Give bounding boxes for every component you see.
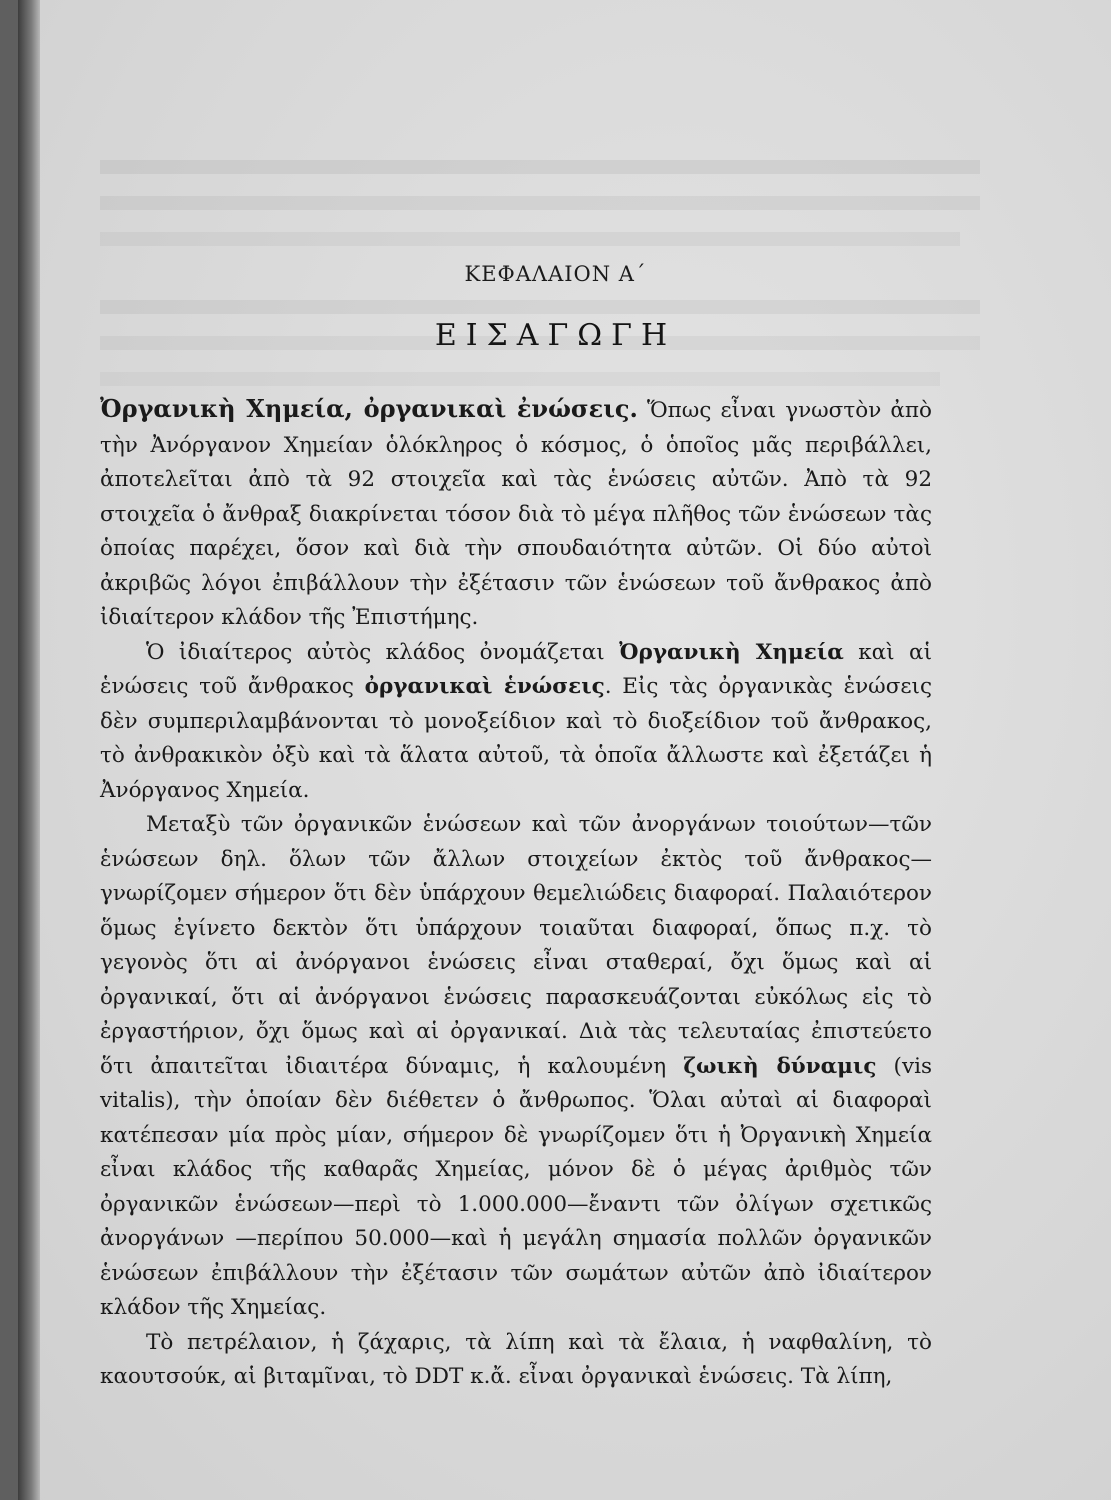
paragraph-2 (100, 636, 932, 809)
term-organic-compounds: ὀργανικαὶ ἑνώσεις (364, 674, 605, 699)
paragraph-2-text-b: καὶ αἱ ἑνώσεις τοῦ ἄνθρακος (100, 639, 932, 699)
term-organic-chemistry: Ὀργανικὴ Χημεία (619, 639, 844, 665)
page-spine-shadow (18, 0, 40, 1500)
paragraph-4-text: Τὸ πετρέλαιον, ἡ ζάχαρις, τὰ λίπη καὶ τὰ ἔλαια, ἡ ναφθαλίνη, τὸ καουτσούκ, αἱ βιταμῖναι, τὸ DDT κ.ἄ. εἶναι ὀργανικαὶ ἑνώσεις. Τὰ λίπη, (100, 1329, 932, 1389)
paragraph-3 (100, 808, 932, 1326)
paragraph-1-text: Ὅπως εἶναι γνωστὸν ἀπὸ τὴν Ἀνόργανον Χημείαν ὁλόκληρος ὁ κόσμος, ὁ ὁποῖος μᾶς περιβάλλει, ἀποτελεῖται ἀπὸ τὰ 92 στοιχεῖα καὶ τὰς ἑνώσεις αὐτῶν. Ἀπὸ τὰ 92 στοιχεῖα ὁ ἄνθραξ διακρίνεται τόσον διὰ τὸ μέγα πλῆθος τῶν ἑνώσεων τὰς ὁποίας παρέχει, ὅσον καὶ διὰ τὴν σπουδαιότητα αὐτῶν. Οἱ δύο αὐτοὶ ἀκριβῶς λόγοι ἐπιβάλλουν τὴν ἐξέτασιν τῶν ἑνώσεων τοῦ ἄνθρακος ἀπὸ ἰδιαίτερον κλάδον τῆς Ἐπιστήμης. (100, 398, 932, 630)
paragraph-2-text-c: . Εἰς τὰς ὀργανικὰς ἑνώσεις δὲν συμπεριλαμβάνονται τὸ μονοξείδιον καὶ τὸ διοξείδιον τοῦ ἄνθρακος, τὸ ἀνθρακικὸν ὀξὺ καὶ τὰ ἅλατα αὐτοῦ, τὰ ὁποῖα ἄλλωστε καὶ ἐξετάζει ἡ Ἀνόργανος Χημεία. (100, 674, 932, 803)
term-vital-force: ζωικὴ δύναμις (683, 1053, 877, 1079)
paragraph-1 (100, 392, 932, 636)
section-heading: Ὀργανικὴ Χημεία, ὀργανικαὶ ἐνώσεις. (100, 394, 638, 423)
paragraph-4 (100, 1326, 932, 1395)
chapter-label: ΚΕΦΑΛΑΙΟΝ Α΄ (464, 262, 647, 286)
body-text (100, 392, 932, 1395)
paragraph-3-text-b: (vis vitalis), τὴν ὁποίαν δὲν διέθετεν ὁ ἄνθρωπος. Ὅλαι αὐταὶ αἱ διαφοραὶ κατέπεσαν μία πρὸς μίαν, σήμερον δὲ γνωρίζομεν ὅτι ἡ Ὀργανικὴ Χημεία εἶναι κλάδος τῆς καθαρᾶς Χημείας, μόνον δὲ ὁ μέγας ἀριθμὸς τῶν ὀργανικῶν ἑνώσεων—περὶ τὸ 1.000.000—ἔναντι τῶν ὀλίγων σχετικῶς ἀνοργάνων —περίπου 50.000—καὶ ἡ μεγάλη σημασία πολλῶν ὀργανικῶν ἑνώσεων ἐπιβάλλουν τὴν ἐξέτασιν τῶν σωμάτων αὐτῶν ἀπὸ ἰδιαίτερον κλάδον τῆς Χημείας. (100, 1053, 932, 1320)
paragraph-3-text-a: Μεταξὺ τῶν ὀργανικῶν ἑνώσεων καὶ τῶν ἀνοργάνων τοιούτων—τῶν ἑνώσεων δηλ. ὅλων τῶν ἄλλων στοιχείων ἐκτὸς τοῦ ἄνθρακος—γνωρίζομεν σήμερον ὅτι δὲν ὑπάρχουν θεμελιώδεις διαφοραί. Παλαιότερον ὅμως ἐγίνετο δεκτὸν ὅτι ὑπάρχουν τοιαῦται διαφοραί, ὅπως π.χ. τὸ γεγονὸς ὅτι αἱ ἀνόργανοι ἑνώσεις εἶναι σταθεραί, ὄχι ὅμως καὶ αἱ ὀργανικαί, ὅτι αἱ ἀνόργανοι ἑνώσεις παρασκευάζονται εὐκόλως εἰς τὸ ἐργαστήριον, ὄχι ὅμως καὶ αἱ ὀργανικαί. Διὰ τὰς τελευταίας ἐπιστεύετο ὅτι ἀπαιτεῖται ἰδιαιτέρα δύναμις, ἡ καλουμένη (100, 812, 932, 1079)
chapter-title: ΕΙΣΑΓΩΓΗ (434, 318, 677, 353)
paragraph-2-text-a: Ὁ ἰδιαίτερος αὐτὸς κλάδος ὀνομάζεται (146, 639, 620, 665)
